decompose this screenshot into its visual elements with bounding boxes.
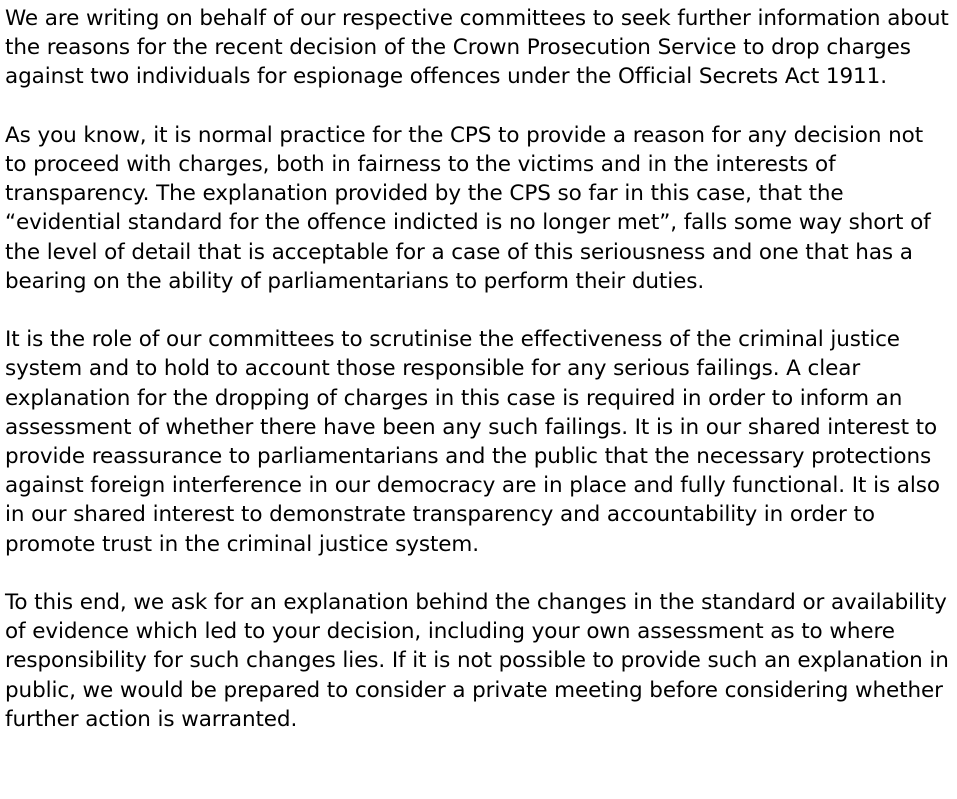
paragraph-request: We are writing on behalf of our respective committees to seek further information about the reasons for the recent decision of the Crown Prosecution Service to drop charges against two individuals for espionage offences under the Official Secrets Act 1911.: [5, 6, 949, 90]
paragraph-committee-role: It is the role of our committees to scrutinise the effectiveness of the criminal justice system and to hold to account those responsible for any serious failings. A clear explanation for the dropping of charges in this case is required in order to inform an assessment of whether there have been any such failings. It is in our shared interest to provide reassurance to parliamentarians and the public that the necessary protections against foreign interference in our democracy are in place and fully functional. It is also in our shared interest to demonstrate transparency and accountability in order to promote trust in the criminal justice system.: [5, 327, 940, 557]
paragraph-explanation-request: To this end, we ask for an explanation behind the changes in the standard or availability of evidence which led to your decision, including your own assessment as to where responsibility for such changes lies. If it is not possible to provide such an explanation in public, we would be prepared to consider a private meeting before considering whether further action is warranted.: [5, 590, 949, 732]
paragraph-cps-practice: As you know, it is normal practice for the CPS to provide a reason for any decision not to proceed with charges, both in fairness to the victims and in the interests of transparency. The explanation provided by the CPS so far in this case, that the “evidential standard for the offence indicted is no longer met”, falls some way short of the level of detail that is acceptable for a case of this seriousness and one that has a bearing on the ability of parliamentarians to perform their duties.: [5, 122, 931, 294]
